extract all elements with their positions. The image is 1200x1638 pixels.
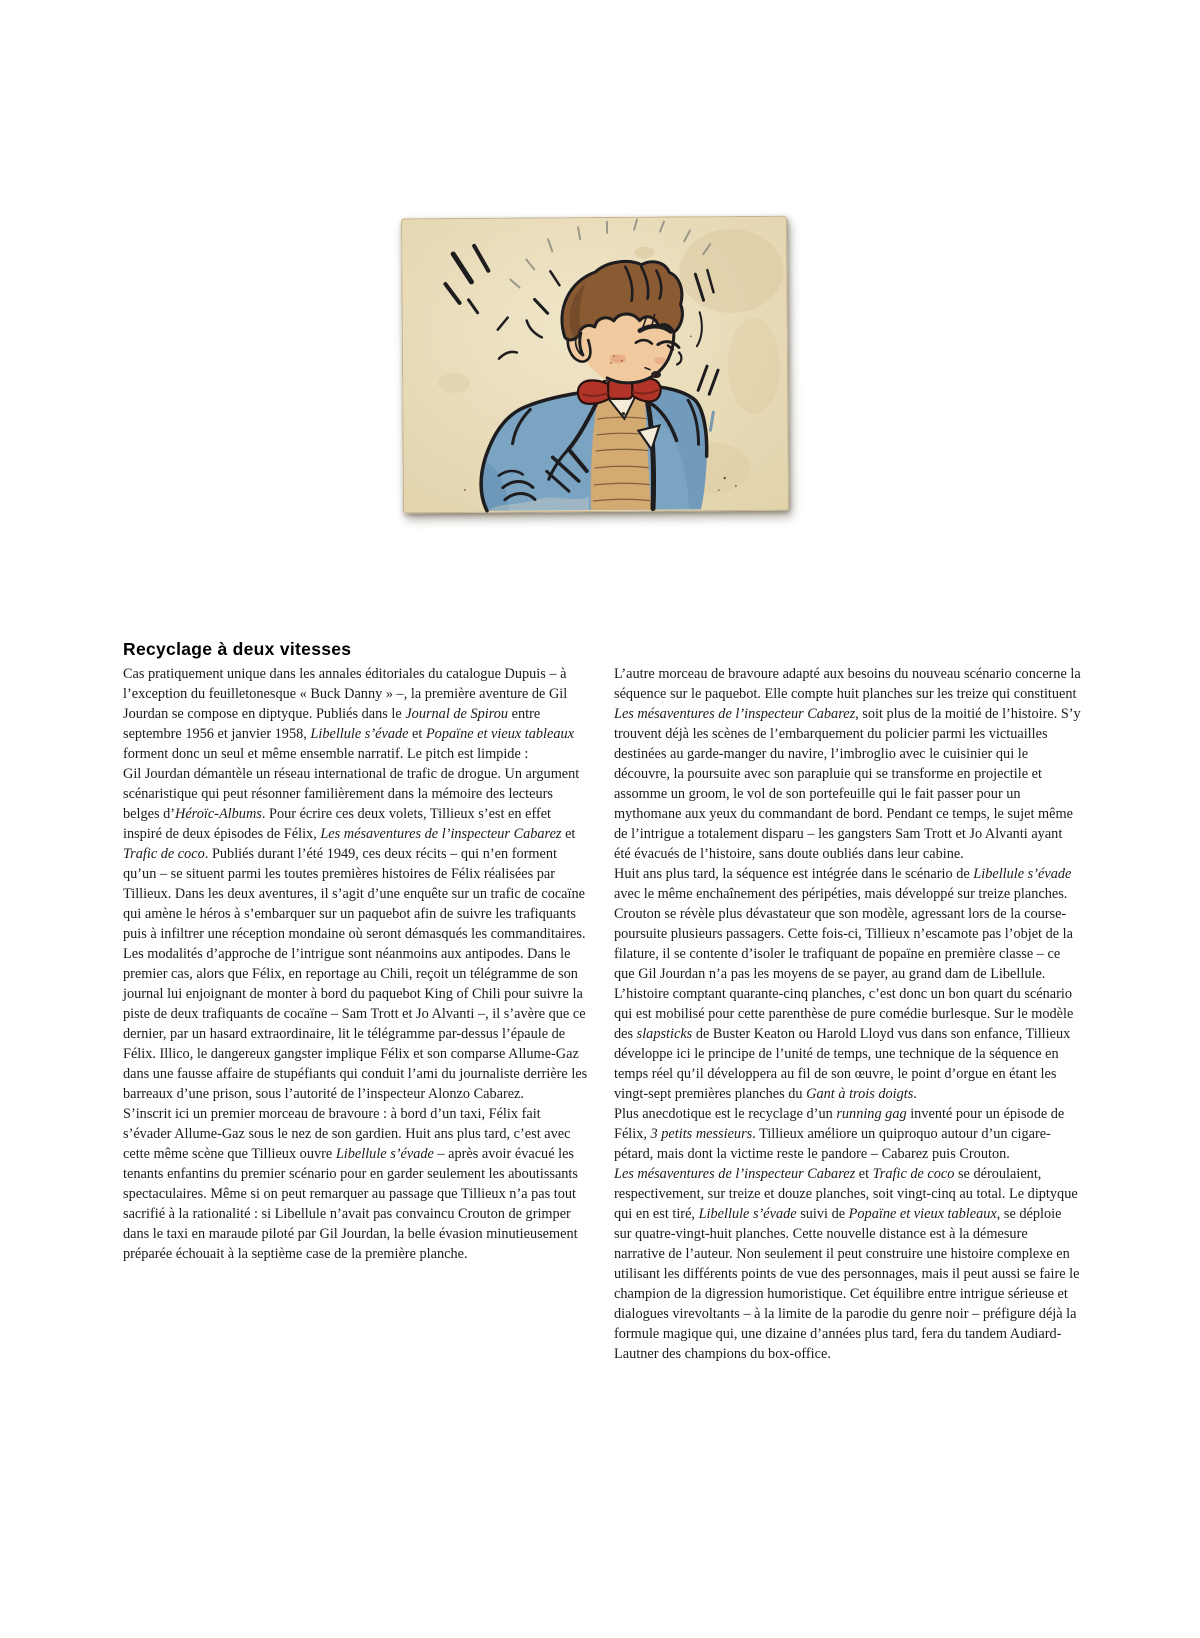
paragraph: Gil Jourdan démantèle un réseau international de trafic de drogue. Un argument scénaristique qui peut résonner familièrement dans la mémoire des lecteurs belges d’Héroïc-Albums. Pour écrire ces deux volets, Tillieux s’est en effet inspiré de deux épisodes de Félix, Les mésaventures de l’inspecteur Cabarez et Trafic de coco. Publiés durant l’été 1949, ces deux récits – qui n’en forment qu’un – se situent parmi les toutes premières histoires de Félix réalisées par Tillieux. Dans les deux aventures, il s’agit d’une enquête sur un trafic de cocaïne qui amène le héros à s’embarquer sur un paquebot afin de suivre les trafiquants puis à infiltrer une réception mondaine où seront démasqués les commanditaires. Les modalités d’approche de l’intrigue sont néanmoins aux antipodes. Dans le premier cas, alors que Félix, en reportage au Chili, reçoit un télégramme de son journal lui enjoignant de monter à bord du paquebot King of Chili pour suivre la piste de deux trafiquants de cocaïne – Sam Trott et Jo Alvanti –, il s’avère que ce dernier, par un hasard extraordinaire, lit le télégramme par-dessus l’épaule de Félix. Illico, le dangereux gangster implique Félix et son comparse Allume-Gaz dans une fausse affaire de stupéfiants qui conduit l’ami du journaliste derrière les barreaux d’une prison, sous l’autorité de l’inspecteur Alonzo Cabarez. [123, 766, 588, 1102]
paragraph: L’autre morceau de bravoure adapté aux besoins du nouveau scénario concerne la séquence sur le paquebot. Elle compte huit planches sur les treize qui constituent Les mésaventures de l’inspecteur Cabarez, soit plus de la moitié de l’histoire. S’y trouvent déjà les scènes de l’embarquement du policier parmi les victuailles destinées au garde-manger du navire, l’imbroglio avec le cuisinier qui le découvre, la poursuite avec son parapluie qui se transforme en projectile et assomme un groom, le vol de son portefeuille qui le fait passer pour un mythomane aux yeux du commandant de bord. Pendant ce temps, le sujet même de l’intrigue a totalement disparu – les gangsters Sam Trott et Jo Alvanti ayant été évacués de l’histoire, sans doute oubliés dans leur cabine. [614, 666, 1081, 862]
text-column-left [123, 664, 591, 1364]
paragraph: S’inscrit ici un premier morceau de bravoure : à bord d’un taxi, Félix fait s’évader Allume-Gaz sous le nez de son gardien. Huit ans plus tard, c’est avec cette même scène que Tillieux ouvre Libellule s’évade – après avoir évacué les tenants enfantins du premier scénario pour en garder seulement les aboutissants spectaculaires. Même si on peut remarquer au passage que Tillieux n’a pas tout sacrifié à la rationalité : si Libellule n’avait pas convaincu Crouton de grimper dans le taxi en maraude piloté par Gil Jourdan, la belle évasion minutieusement préparée échouait à la septième case de la première planche. [123, 1106, 578, 1262]
gil-jourdan-sketch [401, 216, 789, 514]
article-body [123, 664, 1082, 1364]
text-column-right [614, 664, 1082, 1364]
sketch-svg [401, 216, 789, 514]
section-heading: Recyclage à deux vitesses [123, 639, 352, 659]
paragraph: Plus anecdotique est le recyclage d’un running gag inventé pour un épisode de Félix, 3 petits messieurs. Tillieux améliore un quiproquo autour d’un cigare-pétard, mais dont la victime reste le pandore – Cabarez puis Crouton. [614, 1106, 1065, 1162]
paragraph: Les mésaventures de l’inspecteur Cabarez et Trafic de coco se déroulaient, respectivement, sur treize et douze planches, soit vingt-cinq au total. Le diptyque qui en est tiré, Libellule s’évade suivi de Popaïne et vieux tableaux, se déploie sur quatre-vingt-huit planches. Cette nouvelle distance est à la démesure narrative de l’auteur. Non seulement il peut construire une histoire complexe en utilisant les différents points de vue des personnages, mais il peut aussi se faire le champion de la digression humoristique. Cet équilibre entre intrigue sérieuse et dialogues virevoltants – à la limite de la parodie du genre noir – préfigure déjà la formule magique qui, une dizaine d’années plus tard, fera du tandem Audiard-Lautner des champions du box-office. [614, 1166, 1080, 1362]
paragraph: Huit ans plus tard, la séquence est intégrée dans le scénario de Libellule s’évade avec le même enchaînement des péripéties, mais développé sur treize planches. Crouton se révèle plus dévastateur que son modèle, agressant lors de la course-poursuite plusieurs passagers. Cette fois-ci, Tillieux n’escamote pas l’objet de la filature, il se contente d’isoler le trafiquant de popaïne en première classe – ce que Gil Jourdan n’a pas les moyens de se payer, au grand dam de Libellule. L’histoire comptant quarante-cinq planches, c’est donc un bon quart du scénario qui est mobilisé pour cette parenthèse de pure comédie burlesque. Sur le modèle des slapsticks de Buster Keaton ou Harold Lloyd vus dans son enfance, Tillieux développe ici le principe de l’unité de temps, une technique de la séquence en temps réel qu’il développera au fil de son œuvre, le point d’orgue en étant les vingt-sept premières planches du Gant à trois doigts. [614, 866, 1074, 1102]
mouth [651, 371, 661, 378]
shirt-button [622, 412, 626, 416]
paragraph: Cas pratiquement unique dans les annales éditoriales du catalogue Dupuis – à l’exception du feuilletonesque « Buck Danny » –, la première aventure de Gil Jourdan se compose en diptyque. Publiés dans le Journal de Spirou entre septembre 1956 et janvier 1958, Libellule s’évade et Popaïne et vieux tableaux forment donc un seul et même ensemble narratif. Le pitch est limpide : [123, 666, 575, 762]
